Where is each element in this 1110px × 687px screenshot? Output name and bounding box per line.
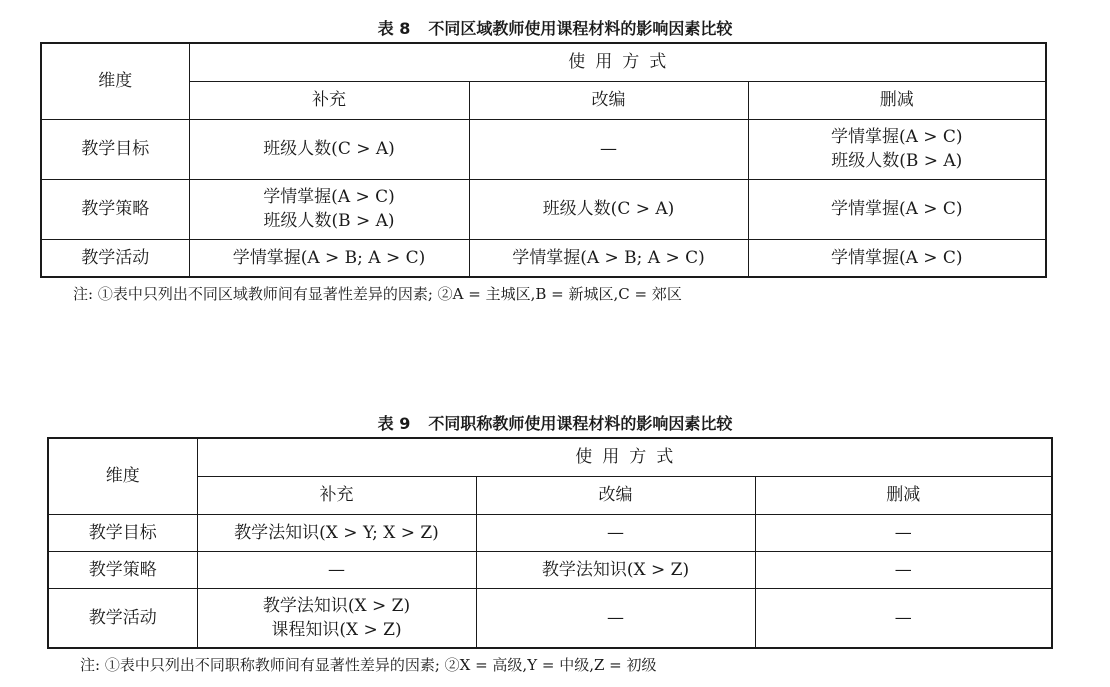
table-cell: — — [469, 119, 748, 179]
table-cell: — — [476, 514, 755, 551]
table-cell: 学情掌握(A > C) 班级人数(B > A) — [189, 179, 469, 239]
table-cell: 学情掌握(A > C) — [748, 179, 1046, 239]
table-cell: 教学法知识(X > Y; X > Z) — [197, 514, 476, 551]
table-cell: 教学法知识(X > Z) 课程知识(X > Z) — [197, 588, 476, 648]
table-cell: 学情掌握(A > C) — [748, 239, 1046, 277]
table9-header-group: 使用方式 — [197, 438, 1052, 476]
table-cell: 班级人数(C > A) — [469, 179, 748, 239]
table-row — [48, 514, 1052, 551]
table8-note: 注: ①表中只列出不同区域教师间有显著性差异的因素; ②A = 主城区,B = 新城区,C = 郊区 — [73, 285, 682, 303]
table9-header-dimension: 维度 — [48, 438, 197, 514]
table-row — [41, 239, 1046, 277]
table8-caption-title: 不同区域教师使用课程材料的影响因素比较 — [428, 19, 733, 38]
table9-caption-title: 不同职称教师使用课程材料的影响因素比较 — [428, 414, 733, 433]
table-row — [48, 588, 1052, 648]
table8-header-dimension: 维度 — [41, 43, 189, 119]
table8-header-group: 使用方式 — [189, 43, 1046, 81]
table-cell: 学情掌握(A > C) 班级人数(B > A) — [748, 119, 1046, 179]
table-row — [41, 119, 1046, 179]
table9-note: 注: ①表中只列出不同职称教师间有显著性差异的因素; ②X = 高级,Y = 中级,Z = 初级 — [80, 656, 657, 674]
table-cell: — — [755, 551, 1052, 588]
table9 — [47, 437, 1053, 649]
table9-caption — [0, 414, 1110, 434]
table-cell: 班级人数(C > A) — [189, 119, 469, 179]
table-cell: — — [476, 588, 755, 648]
table-row — [48, 551, 1052, 588]
table-cell: 学情掌握(A > B; A > C) — [189, 239, 469, 277]
table8-caption-number: 表 8 — [377, 19, 411, 38]
table9-caption-number: 表 9 — [377, 414, 411, 433]
row-dimension: 教学目标 — [41, 119, 189, 179]
table8-subheader: 删减 — [748, 81, 1046, 119]
table8-caption — [0, 19, 1110, 39]
table8-subheader: 补充 — [189, 81, 469, 119]
row-dimension: 教学策略 — [41, 179, 189, 239]
row-dimension: 教学活动 — [48, 588, 197, 648]
table-cell: 教学法知识(X > Z) — [476, 551, 755, 588]
table9-subheader: 删减 — [755, 476, 1052, 514]
table-row — [41, 179, 1046, 239]
table-cell: — — [755, 514, 1052, 551]
table-cell: — — [197, 551, 476, 588]
row-dimension: 教学策略 — [48, 551, 197, 588]
table-cell: — — [755, 588, 1052, 648]
table8-subheader: 改编 — [469, 81, 748, 119]
row-dimension: 教学目标 — [48, 514, 197, 551]
table-cell: 学情掌握(A > B; A > C) — [469, 239, 748, 277]
table9-subheader: 改编 — [476, 476, 755, 514]
table8 — [40, 42, 1047, 278]
row-dimension: 教学活动 — [41, 239, 189, 277]
table9-subheader: 补充 — [197, 476, 476, 514]
